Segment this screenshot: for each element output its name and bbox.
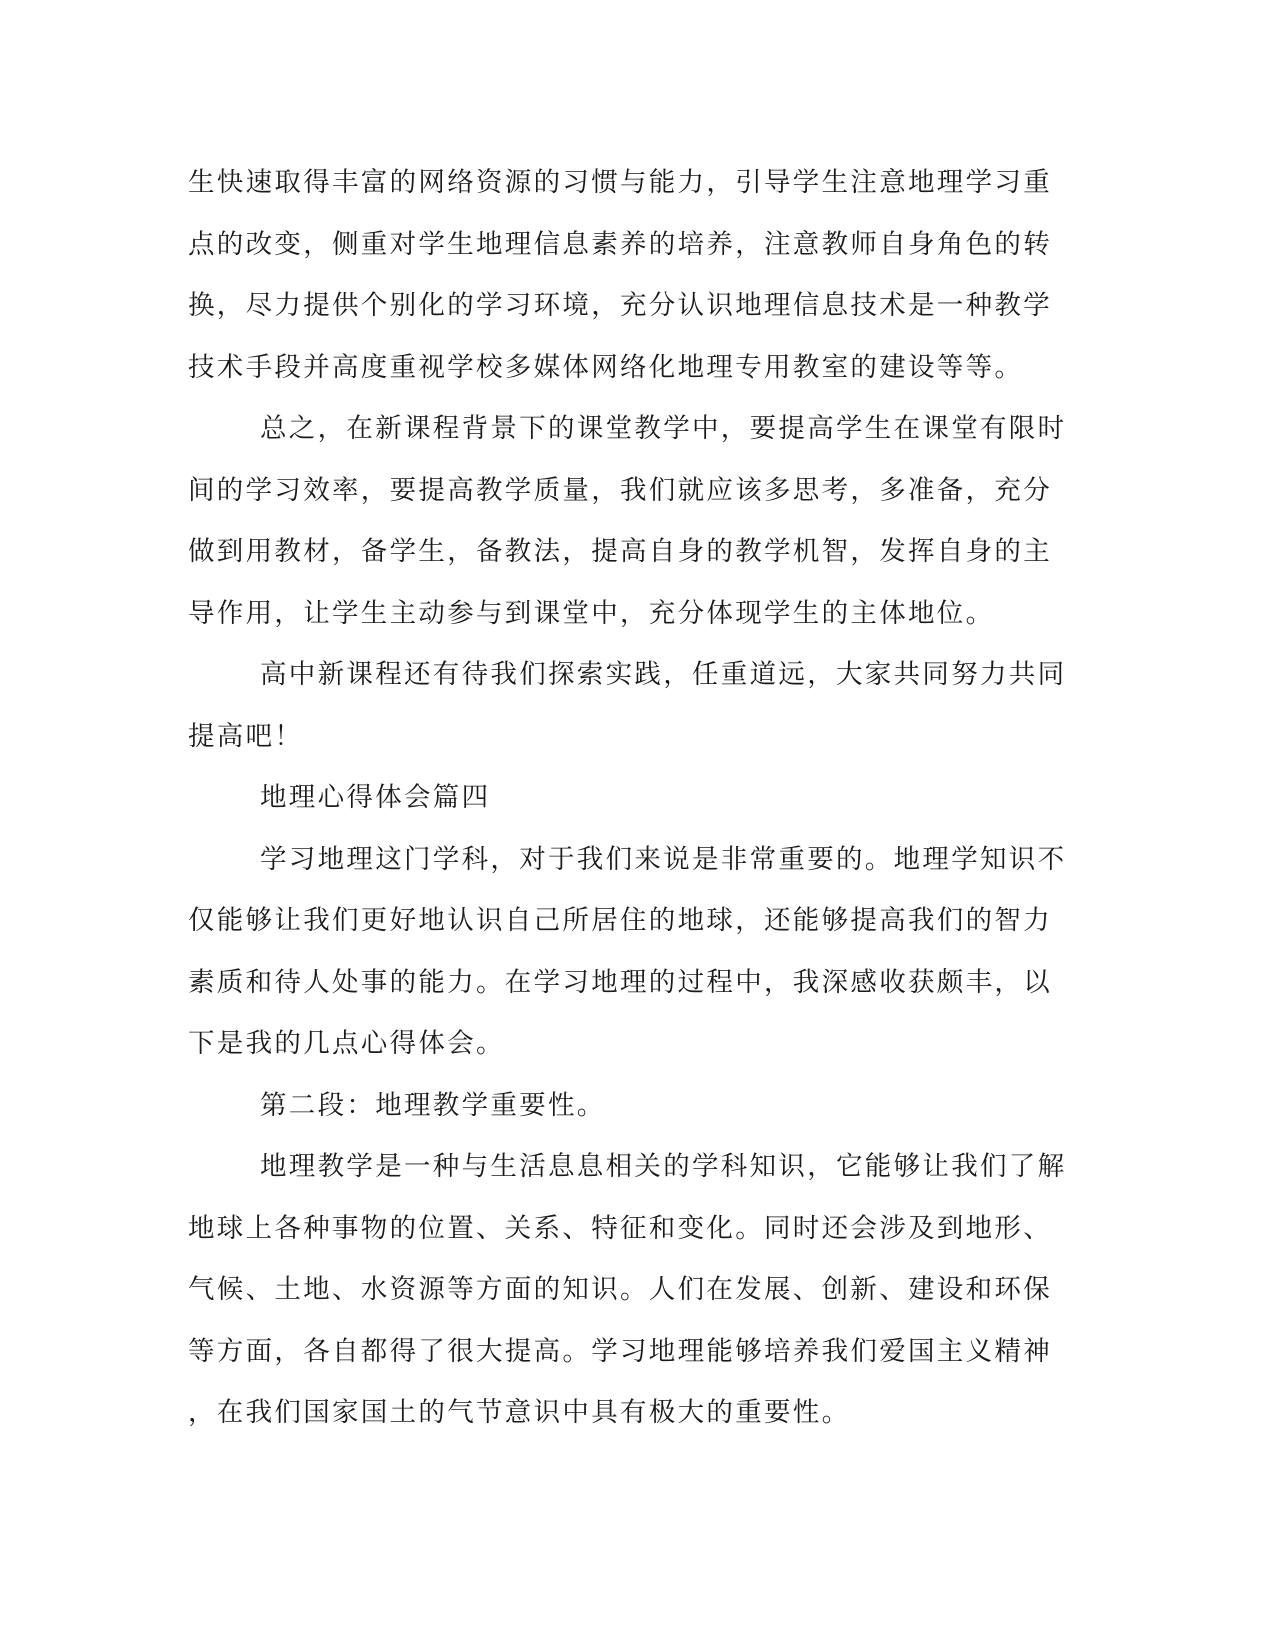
text-line-9: 高中新课程还有待我们探索实践，任重道远，大家共同努力共同 <box>260 659 1067 690</box>
text-line-10: 提高吧！ <box>188 720 304 752</box>
subsection-heading: 第二段：地理教学重要性。 <box>260 1089 606 1121</box>
text-line-13: 仅能够让我们更好地认识自己所居住的地球，还能够提高我们的智力 <box>188 905 1052 936</box>
text-line-4: 技术手段并高度重视学校多媒体网络化地理专用教室的建设等等。 <box>188 351 1024 383</box>
text-line-8: 导作用，让学生主动参与到课堂中，充分体现学生的主体地位。 <box>188 597 995 629</box>
text-line-15: 下是我的几点心得体会。 <box>188 1028 505 1059</box>
text-line-17: 地理教学是一种与生活息息相关的学科知识，它能够让我们了解 <box>260 1151 1067 1182</box>
text-line-7: 做到用教材，备学生，备教法，提高自身的教学机智，发挥自身的主 <box>188 536 1052 567</box>
text-line-20: 等方面，各自都得了很大提高。学习地理能够培养我们爱国主义精神 <box>188 1335 1052 1367</box>
text-line-1: 生快速取得丰富的网络资源的习惯与能力，引导学生注意地理学习重 <box>188 167 1052 198</box>
text-line-3: 换，尽力提供个别化的学习环境，充分认识地理信息技术是一种教学 <box>188 290 1052 321</box>
text-line-12: 学习地理这门学科，对于我们来说是非常重要的。地理学知识不 <box>260 843 1067 875</box>
text-line-19: 气候、土地、水资源等方面的知识。人们在发展、创新、建设和环保 <box>188 1274 1052 1305</box>
text-line-6: 间的学习效率，要提高教学质量，我们就应该多思考，多准备，充分 <box>188 474 1052 506</box>
document-body <box>188 152 1068 1444</box>
text-line-2: 点的改变，侧重对学生地理信息素养的培养，注意教师自身角色的转 <box>188 228 1052 260</box>
section-heading: 地理心得体会篇四 <box>260 782 491 813</box>
text-line-21: ，在我们国家国土的气节意识中具有极大的重要性。 <box>188 1397 851 1428</box>
text-line-5: 总之，在新课程背景下的课堂教学中，要提高学生在课堂有限时 <box>260 413 1067 444</box>
text-line-18: 地球上各种事物的位置、关系、特征和变化。同时还会涉及到地形、 <box>188 1212 1052 1244</box>
text-line-14: 素质和待人处事的能力。在学习地理的过程中，我深感收获颇丰，以 <box>188 966 1052 998</box>
